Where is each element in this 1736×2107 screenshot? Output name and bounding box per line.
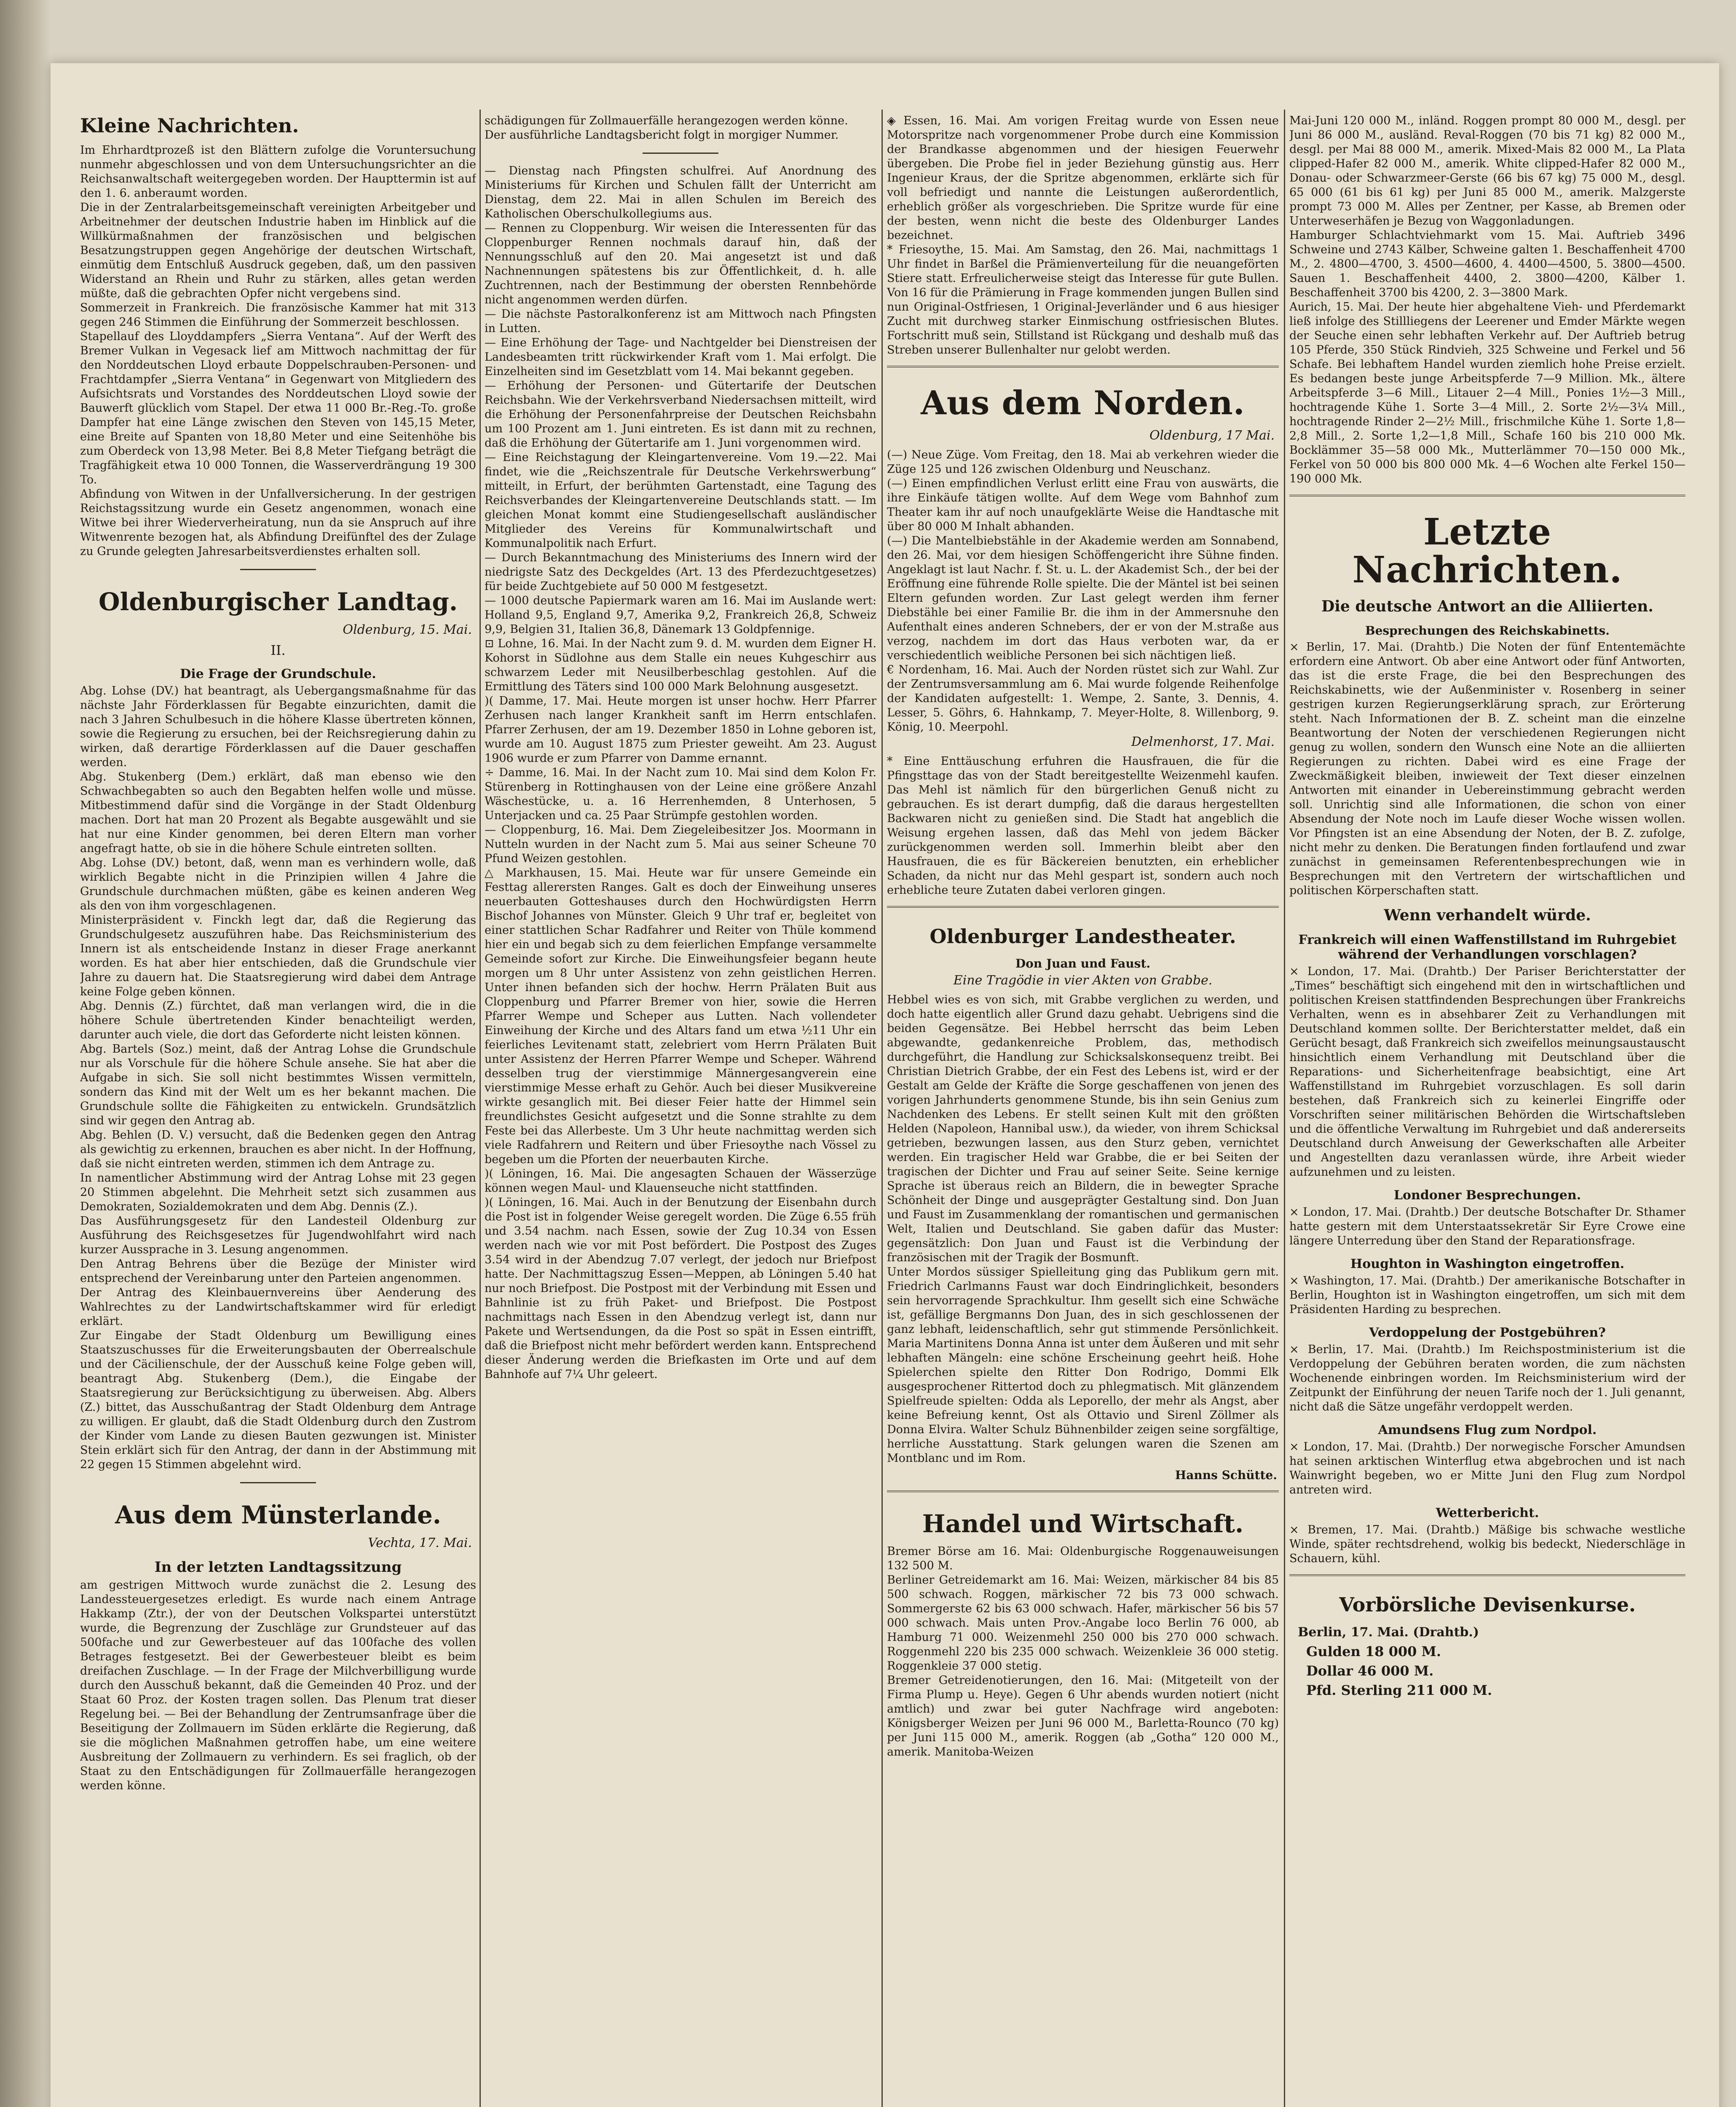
column-4 [1289,114,1685,2107]
article-paragraph: Stapellauf des Lloyddampfers „Sierra Ventana“. Auf der Werft des Bremer Vulkan in Vegesack lief am Mittwoch nachmittag der für den Norddeutschen Lloyd erbaute Doppelschrauben-Personen- und Frachtdampfer „Sierra Ventana“ in Gegenwart von Mitgliedern des Aufsichtsrats und Vorstandes des Norddeutschen Lloyd sowie der Bauwerft glücklich vom Stapel. Der etwa 11 000 Br.-Reg.-To. große Dampfer hat eine Länge zwischen den Steven von 145,15 Meter, eine Breite auf Spanten von 18,80 Meter und eine Seitenhöhe bis zum Oberdeck von 13,98 Meter. Bei 8,8 Meter Tiefgang beträgt die Tragfähigkeit etwa 10 000 Tonnen, die Wasserverdrängung 19 300 To. [80,330,476,486]
article-paragraph: × London, 17. Mai. (Drahtb.) Der deutsche Botschafter Dr. Sthamer hatte gestern mit dem Unterstaatssekretär Sir Eyre Crowe eine längere Unterredung über den Stand der Reparationsfrage. [1289,1206,1685,1247]
divider [240,1482,316,1483]
article-paragraph: Hebbel wies es von sich, mit Grabbe verglichen zu werden, und doch hatte eigentlich aller Grund dazu gehabt. Uebrigens sind die beiden Gegensätze. Bei Hebbel herrscht das beim Leben abgewandte, gedankenreiche Problem, das, methodisch durchgeführt, die Handlung zur Schicksalskonsequenz treibt. Bei Christian Dietrich Grabbe, der ein Fest des Lebens ist, wird er der Gestalt am Gelde der Kräfte die Sorge geschaffenen von jenen des vorigen Jahrhunderts genommene Stunde, bis ihn sein Genius zum Nachdenken des Lebens. Er stellt seinen Kult mit den größten Helden (Napoleon, Hannibal usw.), da wieder, von ihrem Schicksal getrieben, bezwungen lassen, aus den Sturz geben, vernichtet werden. Ein tragischer Held war Grabbe, die er bei Seiten der tragischen der Dichter und Frau auf seiner Seite. Seine kernige Sprache ist überaus reich an Bildern, die in bewegter Sprache Schönheit der Dinge und ausgeprägter Gestaltung sind. Don Juan und Faust im Zusammenklang der romantischen und germanischen Welt, Italien und Deutschland. Sie gaben dafür das Muster: gegensätzlich: Don Juan und Faust ist die Verbindung der französischen mit der Tragik der Bosmunft. [887,993,1279,1264]
dateline: Oldenburg, 17 Mai. [1149,428,1275,443]
section-subheading: Wenn verhandelt würde. [1384,906,1591,924]
article-paragraph: )( Löningen, 16. Mai. Die angesagten Schauen der Wässerzüge können wegen Maul- und Klauenseuche nicht stattfinden. [485,1167,876,1195]
devisen-heading: Vorbörsliche Devisenkurse. [1339,1593,1636,1616]
divider [240,569,316,570]
column-rule [480,110,481,2107]
article-paragraph: ÷ Damme, 16. Mai. In der Nacht zum 10. Mai sind dem Kolon Fr. Stürenberg in Rottinghausen von der Leine eine größere Anzahl Wäschestücke, u. a. 16 Herrenhemden, 8 Unterhosen, 5 Unterjacken und ca. 25 Paar Strümpfe gestohlen worden. [485,766,876,822]
article-paragraph: € Nordenham, 16. Mai. Auch der Norden rüstet sich zur Wahl. Zur der Zentrumsversammlung am 6. Mai wurde folgende Reihenfolge der Kandidaten aufgestellt: 1. Wempe, 2. Sante, 3. Dennis, 4. Lesser, 5. Göhrs, 6. Hahnkamp, 7. Meyer-Holte, 8. Willenborg, 9. König, 10. Meerpohl. [887,663,1279,734]
dateline: Vechta, 17. Mai. [368,1536,472,1550]
theater-heading: Oldenburger Landestheater. [930,925,1236,948]
article-paragraph: — Die nächste Pastoralkonferenz ist am Mittwoch nach Pfingsten in Lutten. [485,308,876,335]
author-signature: Hanns Schütte. [1175,1468,1277,1482]
section-subheading: Die deutsche Antwort an die Alliierten. [1321,598,1653,615]
column-3 [887,114,1279,2107]
section-subheading: Amundsens Flug zum Nordpol. [1378,1423,1597,1437]
section-subheading: Die Frage der Grundschule. [180,667,376,681]
article-paragraph: )( Damme, 17. Mai. Heute morgen ist unser hochw. Herr Pfarrer Zerhusen nach langer Krankheit sanft im Herrn entschlafen. Pfarrer Zerhusen, der am 19. Dezember 1850 in Lohne geboren ist, wurde am 10. August 1875 zum Priester geweiht. Am 23. August 1906 wurde er zum Pfarrer von Damme ernannt. [485,694,876,765]
article-paragraph: — Rennen zu Cloppenburg. Wir weisen die Interessenten für das Cloppenburger Rennen nochmals darauf hin, daß der Nennungsschluß auf den 20. Mai angesetzt ist und daß Nachnennungen spätestens bis zur Öffentlichkeit, d. h. alle Zuchtrennen, nach der Bestimmung der obersten Rennbehörde nicht angenommen werden dürfen. [485,222,876,306]
article-paragraph: Abg. Dennis (Z.) fürchtet, daß man verlangen wird, die in die höhere Schule übertretenden Kinder benachteiligt werden, darunter auch viele, die dort das Geforderte nicht leisten können. [80,1000,476,1041]
section-subheading: Frankreich will einen Waffenstillstand im Ruhrgebiet während der Verhandlungen vorschlagen? [1298,933,1677,962]
article-paragraph: Abg. Bartels (Soz.) meint, daß der Antrag Lohse die Grundschule nur als Vorschule für die höhere Schule ansehe. Sie hat aber die Aufgabe in sich. Sie soll nicht bestimmtes Wissen vermitteln, sondern das Kind mit der Welt um es her bekannt machen. Die Grundschule sollte die Fähigkeiten zu entwickeln. Grundsätzlich sind wir gegen den Antrag ab. [80,1043,476,1127]
section-subheading: Besprechungen des Reichskabinetts. [1365,624,1610,638]
article-paragraph: × Berlin, 17. Mai. (Drahtb.) Die Noten der fünf Ententemächte erfordern eine Antwort. Ob aber eine Antwort oder fünf Antworten, das ist die erste Frage, die bei den Besprechungen des Reichskabinetts, wie der Außenminister v. Rosenberg in seiner gestrigen kurzen Regierungserklärung sprach, zur Erörterung steht. Nach Informationen der B. Z. scheint man die einzelne Beantwortung der Noten der verschiedenen Regierungen nicht genug zu wollen, sondern den Wunsch eine Note an die alliierten Regierungen zu richten. Dabei wird es eine Frage der Zweckmäßigkeit bleiben, inwieweit der Text dieser einzelnen Antworten mit einander in Uebereinstimmung gebracht werden soll. Unrichtig sind alle Informationen, die schon von einer Absendung der Note noch im Laufe dieser Woche wissen wollen. Vor Pfingsten ist an eine Absendung der Noten, der B. Z. zufolge, nicht mehr zu denken. Die Beratungen finden fortlaufend und zwar zunächst in gemeinsamen Referentenbesprechungen wie in Besprechungen mit den Vertretern der wirtschaftlichen und politischen Körperschaften statt. [1289,641,1685,897]
divider [887,1490,1279,1492]
article-paragraph: Abg. Lohse (DV.) betont, daß, wenn man es verhindern wolle, daß wirklich Begabte nicht in die Prinzipien willen 4 Jahre die Grundschule durchmachen müßten, gäbe es keinen anderen Weg als den von ihm vorgeschlagenen. [80,856,476,912]
article-paragraph: — Dienstag nach Pfingsten schulfrei. Auf Anordnung des Ministeriums für Kirchen und Schulen fällt der Unterricht am Dienstag, dem 22. Mai in allen Schulen im Bereich des Katholischen Oberschulkollegiums aus. [485,164,876,220]
article-paragraph: )( Löningen, 16. Mai. Auch in der Benutzung der Eisenbahn durch die Post ist in folgender Weise geregelt worden. Die Züge 6.55 früh und 3.54 nachm. nach Essen, sowie der Zug 10.34 von Essen werden nach wie vor mit Post befördert. Die Postpost des Zuges 3.54 wird in der Abendzug 7.07 verlegt, der jedoch nur Briefpost hatte. Der Nachmittagszug Essen—Meppen, ab Löningen 5.40 hat nur noch Briefpost. Die Postpost mit der Verbindung mit Essen und Bahnlinie ist zu früh Paket- und Briefpost. Die Postpost nachmittags nach Essen in den Abendzug verlegt ist, dann nur Pakete und Wertsendungen, da die Post so spät in Essen eintrifft, daß die Briefpost nicht mehr befördert werden kann. Entsprechend dieser Änderung werden die Briefkasten im Orte und auf dem Bahnhofe auf 7¼ Uhr geleert. [485,1196,876,1381]
column-2 [485,114,876,2107]
article-paragraph: — Erhöhung der Personen- und Gütertarife der Deutschen Reichsbahn. Wie der Verkehrsverband Niedersachsen mitteilt, wird die Erhöhung der Personenfahrpreise der Deutschen Reichsbahn um 100 Prozent am 1. Juni eintreten. Es ist dann mit zu rechnen, daß die Erhöhung der Gütertarife am 1. Juni vorgenommen wird. [485,379,876,450]
article-paragraph: Ministerpräsident v. Finckh legt dar, daß die Regierung das Grundschulgesetz auszuführen habe. Das Reichsministerium des Innern ist als entscheidende Instanz in dieser Frage anerkannt worden. Es hat aber hier entschieden, daß die Grundschule vier Jahre zu dauern hat. Die Staatsregierung wird dabei dem Antrage keine Folge geben können. [80,914,476,998]
article-paragraph: Abg. Lohse (DV.) hat beantragt, als Uebergangsmaßnahme für das nächste Jahr Förderklassen für Begabte einzurichten, damit die nach 3 Jahren Schulbesuch in die höhere Klasse übertreten können, sowie die Regierung zu ersuchen, bei der Reichsregierung dahin zu wirken, daß derartige Förderklassen auf die Dauer geschaffen werden. [80,684,476,769]
divider [887,366,1279,367]
article-paragraph: * Eine Enttäuschung erfuhren die Hausfrauen, die für die Pfingsttage das von der Stadt bereitgestellte Weizenmehl kaufen. Das Mehl ist nämlich für den bürgerlichen Genuß nicht zu gebrauchen. Es ist derart dumpfig, daß die daraus hergestellten Backwaren nicht zu genießen sind. Die Stadt hat angeblich die Weisung ergehen lassen, daß das Mehl von jedem Bäcker zurückgenommen werden soll. Immerhin bleibt aber den Hausfrauen, die es für Bäckereien benutzten, ein erheblicher Schaden, da nicht nur das Mehl gespart ist, sondern auch noch erhebliche teure Zutaten dabei verloren gingen. [887,755,1279,897]
article-paragraph: * Friesoythe, 15. Mai. Am Samstag, den 26. Mai, nachmittags 1 Uhr findet in Barßel die Prämienverteilung für die neuangeförten Stiere statt. Erfreulicherweise steigt das Interesse für gute Bullen. Von 16 für die Prämierung in Frage kommenden jungen Bullen sind nun Original-Ostfriesen, 1 Original-Jeverländer und 6 aus hiesiger Zucht mit durchweg starker Einmischung ostfriesischen Blutes. Fortschritt muß sein, Stillstand ist Rückgang und deshalb muß das Streben unserer Bullenhalter nur gelobt werden. [887,243,1279,357]
article-paragraph: Hamburger Schlachtviehmarkt vom 15. Mai. Auftrieb 3496 Schweine und 2743 Kälber, Schweine galten 1. Beschaffenheit 4700 M., 2. 4800—4700, 3. 4500—4600, 4. 4400—4500, 5. 3800—4500. Sauen 1. Beschaffenheit 4400, 2. 3800—4200, Kälber 1. Beschaffenheit 3700 bis 4200, 2. 3—3800 Mark. [1289,229,1685,299]
theater-title: Don Juan und Faust. [1015,957,1151,970]
article-paragraph: × London, 17. Mai. (Drahtb.) Der norwegische Forscher Amundsen hat seinen arktischen Winterflug etwa abgebrochen und ist nach Wainwright begeben, wo er Mitte Juni den Flug zum Nordpol antreten wird. [1289,1440,1685,1496]
divider [1289,495,1685,496]
article-paragraph: schädigungen für Zollmauerfälle herangezogen werden könne. [485,114,848,127]
article-paragraph: × Berlin, 17. Mai. (Drahtb.) Im Reichspostministerium ist die Verdoppelung der Gebühren beraten worden, die zum nächsten Wochenende einbringen worden. Im Reichsministerium wird der Zeitpunkt der Einführung der neuen Tarife noch der 1. Juli genannt, nicht daß die Sätze ungefähr verdoppelt werden. [1289,1343,1685,1413]
article-paragraph: Der Antrag des Kleinbauernvereins über Aenderung des Wahlrechtes zu der Landwirtschaftskammer wird für erledigt erklärt. [80,1286,476,1328]
article-paragraph: × Bremen, 17. Mai. (Drahtb.) Mäßige bis schwache westliche Winde, später rechtsdrehend, wolkig bis bedeckt, Niederschläge in Schauern, kühl. [1289,1523,1685,1565]
article-paragraph: × Washington, 17. Mai. (Drahtb.) Der amerikanische Botschafter in Berlin, Houghton ist in Washington eingetroffen, um sich mit dem Präsidenten Harding zu besprechen. [1289,1274,1685,1316]
article-paragraph: ◈ Essen, 16. Mai. Am vorigen Freitag wurde von Essen neue Motorspritze nach vorgenommener Probe durch eine Kommission der Brandkasse abgenommen und der hiesigen Feuerwehr übergeben. Die Probe fiel in jeder Beziehung günstig aus. Herr Ingenieur Kraus, der die Spritze abgenommen, erklärte sich für voll befriedigt und nannte die Leistungen außerordentlich, erheblich größer als vorgeschrieben. Die Spritze wurde für eine der besten, wenn nicht die beste des Oldenburger Landes bezeichnet. [887,114,1279,242]
rate-line: Gulden 18 000 M. [1306,1643,1441,1659]
article-paragraph: (—) Einen empfindlichen Verlust erlitt eine Frau von auswärts, die ihre Einkäufe tätigen wollte. Auf dem Wege vom Bahnhof zum Theater kam ihr auf noch unaufgeklärte Weise die Handtasche mit über 80 000 M Inhalt abhanden. [887,477,1279,533]
article-paragraph: Bremer Börse am 16. Mai: Oldenburgische Roggenauweisungen 132 500 M. [887,1545,1279,1572]
article-paragraph: am gestrigen Mittwoch wurde zunächst die 2. Lesung des Landessteuergesetzes erledigt. Es wurde nach einem Antrage Hakkamp (Ztr.), der von der Deutschen Volkspartei unterstützt wurde, die Begrenzung der Zuschläge zur Grundsteuer auf das 500fache und zur Gewerbesteuer auf das 100fache des vollen Betrages festgesetzt. Bei der Gewerbesteuer bleibt es beim dreifachen Zuschlage. — In der Frage der Milchverbilligung wurde durch den Ausschuß bekannt, daß die Gemeinden 40 Proz. und der Staat 60 Proz. der Kosten tragen sollen. Das Plenum trat dieser Regelung bei. — Bei der Behandlung der Zentrumsanfrage über die Beseitigung der Zollmauern im Süden erklärte die Regierung, daß sie die möglichen Maßnahmen getroffen habe, um eine weitere Ausbreitung der Zollmauern zu verhindern. Es sei fraglich, ob der Staat zu den Entschädigungen für Zollmauerfälle herangezogen werden könne. [80,1579,476,1792]
article-paragraph: Berliner Getreidemarkt am 16. Mai: Weizen, märkischer 84 bis 85 500 schwach. Roggen, märkischer 72 bis 73 000 schwach. Sommergerste 62 bis 63 000 schwach. Hafer, märkischer 56 bis 57 000 schwach. Mais unten Prov.-Angabe loco Berlin 76 000, ab Hamburg 71 000. Weizenmehl 250 000 bis 270 000 schwach. Roggenmehl 220 bis 235 000 schwach. Weizenkleie 36 000 stetig. Roggenkleie 37 000 stetig. [887,1574,1279,1673]
divider [643,153,718,154]
devisen-dateline: Berlin, 17. Mai. (Drahtb.) [1298,1625,1479,1640]
article-paragraph: — Eine Reichstagung der Kleingartenvereine. Vom 19.—22. Mai findet, wie die „Reichszentrale für Deutsche Verkehrswerbung“ mitteilt, in Erfurt, der berühmten Gartenstadt, eine Tagung des Reichsverbandes der Kleingartenvereine Deutschlands statt. — Im gleichen Monat kommt eine Studiengesellschaft ausländischer Mitglieder des Vereins für Kommunalwirtschaft und Kommunalpolitik nach Erfurt. [485,451,876,550]
article-paragraph: Das Ausführungsgesetz für den Landesteil Oldenburg zur Ausführung des Reichsgesetzes für Jugendwohlfahrt wird nach kurzer Aussprache in 3. Lesung angenommen. [80,1214,476,1256]
rate-line: Dollar 46 000 M. [1306,1663,1434,1679]
article-paragraph: Abg. Behlen (D. V.) versucht, daß die Bedenken gegen den Antrag als gewichtig zu erkennen, brauchen es aber nicht. In der Hoffnung, daß sie nicht eintreten werden, stimmen ich dem Antrage zu. [80,1129,476,1170]
article-paragraph: (—) Die Mantelbiebstähle in der Akademie werden am Sonnabend, den 26. Mai, vor dem hiesigen Schöffengericht ihre Sühne finden. Angeklagt ist laut Nachr. f. St. u. L. der Akademist Sch., der bei der Eröffnung eine führende Rolle spielte. Die der Mäntel ist bei seinen Eltern gefunden worden. Zur Last gelegt werden ihm ferner Diebstähle bei einer Familie Br. die ihm in der Ammersnuhe den Aufenthalt eines anderen Schnebers, der er von der M.straße aus verzog, nachdem im dort das Haus verboten war, da er verschiedentlich weibliche Personen bei sich nächtigen ließ. [887,534,1279,662]
section-subheading: Londoner Besprechungen. [1393,1188,1581,1203]
article-paragraph: Aurich, 15. Mai. Der heute hier abgehaltene Vieh- und Pferdemarkt ließ infolge des Stillliegens der Leerener und Emder Märkte wegen der Seuche einen sehr lebhaften Verkehr auf. Der Auftrieb betrug 105 Pferde, 350 Stück Rindvieh, 325 Schweine und Ferkel und 56 Schafe. Bei lebhaftem Handel wurden ziemlich hohe Preise erzielt. Es bedangen beste junge Arbeitspferde 7—9 Million. Mk., ältere Arbeitspferde 3—6 Mill., Litauer 2—4 Mill., Ponies 1½—3 Mill., hochtragende Kühe 1. Sorte 3—4 Mill., 2. Sorte 2½—3¼ Mill., hochtragende Rinder 2—2½ Mill., frischmilche Kühe 1. Sorte 1,8—2,8 Mill., 2. Sorte 1,2—1,8 Mill., Schafe 160 bis 210 000 Mk. Bocklämmer 35—58 000 Mk., Mutterlämmer 70—150 000 Mk., Ferkel von 50 000 bis 800 000 Mk. 4—6 Wochen alte Ferkel 150—190 000 Mk. [1289,300,1685,485]
newspaper-page [51,63,1719,2107]
dateline: Delmenhorst, 17. Mai. [1131,735,1275,749]
article-paragraph: Bremer Getreidenotierungen, den 16. Mai: (Mitgeteilt von der Firma Plump u. Heye). Gegen 6 Uhr abends wurden notiert (nicht amtlich) und zwar bei guter Nachfrage wird angeboten: Königsberger Weizen per Juni 96 000 M., Barletta-Rounco (70 kg) per Juni 115 000 M., amerik. Roggen (ab „Gotha“ 120 000 M., amerik. Manitoba-Weizen [887,1674,1279,1759]
article-paragraph: Abfindung von Witwen in der Unfallversicherung. In der gestrigen Reichstagssitzung wurde ein Gesetz angenommen, wonach eine Witwe bei ihrer Wiederverheiratung, nun da sie Anspruch auf ihre Witwenrente bezogen hat, als Abfindung Dreifünftel des der Zulage zu Grunde gelegten Jahresarbeitsverdienstes erhalten soll. [80,488,476,558]
article-paragraph: ⊡ Lohne, 16. Mai. In der Nacht zum 9. d. M. wurden dem Eigner H. Kohorst in Südlohne aus dem Stalle ein neues Kuhgeschirr aus schwarzem Leder mit Neusilberbeschlag gestohlen. Auf die Ermittlung des Täters sind 100 000 Mark Belohnung ausgesetzt. [485,637,876,693]
column-rule [881,110,883,2107]
section-subheading: Wetterbericht. [1436,1506,1539,1520]
devisen-rates [1306,1642,1685,1700]
article-paragraph: △ Markhausen, 15. Mai. Heute war für unsere Gemeinde ein Festtag allerersten Ranges. Galt es doch der Einweihung unseres neuerbauten Gotteshauses durch den Hochwürdigsten Herrn Bischof Johannes von Münster. Gleich 9 Uhr traf er, begleitet von einer stattlichen Schar Radfahrer und Reiter von Thüle kommend hier ein und begab sich zu dem feierlichen Empfange versammelte Gemeinde sofort zur Kirche. Die Einweihungsfeier begann heute morgen um 8 Uhr unter Assistenz von zehn geistlichen Herren. Unter ihnen befanden sich der hochw. Herrn Prälaten Buit aus Cloppenburg und Pfarrer Bremer von hier, sowie die Herren Pfarrer Wempe und Scheper aus Lutten. Nach vollendeter Einweihung der Kirche und des Altars fand um etwa ½11 Uhr ein feierliches Levitenamt statt, zelebriert vom Herrn Prälaten Buit unter Assistenz der Herren Pfarrer Wempe und Scheper. Während desselben trug der vierstimmige Männergesangverein eine vierstimmige Messe erhaft zu Gehör. Auch bei dieser Musikvereine wirkte gesanglich mit. Bei dieser Feier hatte der Himmel sein freundlichstes Gesicht aufgesetzt und die Sonne strahlte zu dem Feste bei das Allerbeste. Um 3 Uhr heute nachmittag werden sich viele Radfahrern und Reitern und über Friesoythe nach Vössel zu begeben um die Pforten der neuerbauten Kirche. [485,866,876,1166]
article-paragraph: Der ausführliche Landtagsbericht folgt in morgiger Nummer. [485,129,839,142]
article-paragraph: Die in der Zentralarbeitsgemeinschaft vereinigten Arbeitgeber und Arbeitnehmer der deutschen Industrie haben im Hinblick auf die Willkürmaßnahmen der französischen und belgischen Besatzungstruppen gegen Angehörige der deutschen Wirtschaft, einmütig dem Entschluß Ausdruck gegeben, daß, um den passiven Widerstand an Rhein und Ruhr zu stärken, alles getan werden müßte, daß die gebrachten Opfer nicht vergebens sind. [80,201,476,300]
letzte-nachrichten-heading: Letzte Nachrichten. [1352,511,1623,591]
section-subheading: In der letzten Landtagssitzung [154,1559,402,1576]
landtag-heading: Oldenburgischer Landtag. [98,587,458,616]
column-rule [1284,110,1285,2107]
article-paragraph: In namentlicher Abstimmung wird der Antrag Lohse mit 23 gegen 20 Stimmen abgelehnt. Die Mehrheit setzt sich zusammen aus Demokraten, Sozialdemokraten und dem Abg. Dennis (Z.). [80,1171,476,1213]
article-paragraph: (—) Neue Züge. Vom Freitag, den 18. Mai ab verkehren wieder die Züge 125 und 126 zwischen Oldenburg und Neuschanz. [887,448,1279,476]
section-number: II. [271,642,286,658]
article-paragraph: Im Ehrhardtprozeß ist den Blättern zufolge die Voruntersuchung nunmehr abgeschlossen und von dem Untersuchungsrichter an die Reichsanwaltschaft weitergegeben worden. Der Haupttermin ist auf den 1. 6. anberaumt worden. [80,144,476,200]
divider [887,906,1279,908]
handel-heading: Handel und Wirtschaft. [922,1509,1244,1538]
dateline: Oldenburg, 15. Mai. [343,622,472,637]
column-1 [80,114,476,2107]
article-paragraph: Abg. Stukenberg (Dem.) erklärt, daß man ebenso wie den Schwachbegabten so auch den Begabten helfen wolle und müsse. Mitbestimmend dafür sind die Vorgänge in der Stadt Oldenburg machen. Dort hat man 20 Prozent als Begabte ausgewählt und sie hat nur eine Kinder genommen, bei deren Eltern man vorher angefragt hatte, ob sie in die höhere Schule eintreten sollten. [80,770,476,855]
norden-heading: Aus dem Norden. [921,384,1245,422]
section-subheading: Verdoppelung der Postgebühren? [1369,1325,1606,1340]
scan-binding-edge [0,0,51,2107]
article-paragraph: — Cloppenburg, 16. Mai. Dem Ziegeleibesitzer Jos. Moormann in Nutteln wurden in der Nacht zum 5. Mai aus seiner Scheune 70 Pfund Weizen gestohlen. [485,823,876,865]
article-paragraph: Mai-Juni 120 000 M., inländ. Roggen prompt 80 000 M., desgl. per Juni 86 000 M., ausländ. Reval-Roggen (70 bis 71 kg) 82 000 M., desgl. per Mai 88 000 M., amerik. Mixed-Mais 82 000 M., La Plata clipped-Hafer 82 000 M., amerik. White clipped-Hafer 82 000 M., Donau- oder Schwarzmeer-Gerste (66 bis 67 kg) 75 000 M., desgl. 65 000 (61 bis 61 kg) per Juni 85 000 M., amerik. Malzgerste prompt 73 000 M. Alles per Zentner, per Kasse, ab Bremen oder Unterweserhäfen je Bezug von Waggonladungen. [1289,114,1685,228]
article-paragraph: × London, 17. Mai. (Drahtb.) Der Pariser Berichterstatter der „Times“ beschäftigt sich eingehend mit den in wirtschaftlichen und politischen Kreisen stattfindenden Besprechungen über Frankreichs Verhalten, wenn es in absehbarer Zeit zu Verhandlungen mit Deutschland kommen sollte. Der Berichterstatter meldet, daß ein Gerücht besagt, daß Frankreich sich zweifellos meinungsaustauscht hinsichtlich einem Verhandlung mit Deutschland über die Reparations- und Sicherheitenfrage beabsichtigt, eine Art Waffenstillstand im Ruhrgebiet vorzuschlagen. Es soll darin bestehen, daß Frankreich sich zu keinerlei Eingriffe oder Vorschriften seiner militärischen Behörden die Wirtschaftsleben und die öffentliche Verwaltung im Ruhrgebiet und daß andererseits Deutschland durch Anweisung der Gewerkschaften alle Arbeiter und Angestellten dazu veranlassen würde, ihre Arbeit wieder aufzunehmen und zu leisten. [1289,965,1685,1179]
divider [1289,1574,1685,1576]
rate-line: Pfd. Sterling 211 000 M. [1306,1682,1492,1698]
article-paragraph: — 1000 deutsche Papiermark waren am 16. Mai im Auslande wert: Holland 9,5, England 9,7, Amerika 9,2, Frankreich 26,8, Schweiz 9,9, Belgien 31, Italien 36,8, Dänemark 13 Goldpfennige. [485,594,876,636]
article-paragraph: Zur Eingabe der Stadt Oldenburg um Bewilligung eines Staatszuschusses für die Erweiterungsbauten der Oberrealschule und der Cäcilienschule, der der Ausschuß keine Folge geben will, beantragt Abg. Stukenberg (Dem.), die Eingabe der Staatsregierung zur Berücksichtigung zu überweisen. Abg. Albers (Z.) bittet, das Ausschußantrag der Stadt Oldenburg dem Antrage zu willigen. Er glaubt, daß die Stadt Oldenburg durch den Zustrom der Kinder vom Lande zu diesen Bauten gezwungen ist. Minister Stein erklärt sich für den Antrag, der dann in der Abstimmung mit 22 gegen 15 Stimmen abgelehnt wird. [80,1329,476,1471]
theater-subtitle: Eine Tragödie in vier Akten von Grabbe. [953,973,1213,988]
article-paragraph: Sommerzeit in Frankreich. Die französische Kammer hat mit 313 gegen 246 Stimmen die Einführung der Sommerzeit beschlossen. [80,301,476,329]
article-paragraph: — Durch Bekanntmachung des Ministeriums des Innern wird der niedrigste Satz des Deckgeldes (Art. 13 des Pferdezuchtgesetzes) für beide Zuchtgebiete auf 50 000 M festgesetzt. [485,551,876,593]
article-paragraph: Den Antrag Behrens über die Bezüge der Minister wird entsprechend der Vereinbarung unter den Parteien angenommen. [80,1257,476,1285]
article-paragraph: — Eine Erhöhung der Tage- und Nachtgelder bei Dienstreisen der Landesbeamten tritt rückwirkender Kraft vom 1. Mai erfolgt. Die Einzelheiten sind im Gesetzblatt vom 14. Mai bekannt gegeben. [485,336,876,378]
muensterland-heading: Aus dem Münsterlande. [115,1501,441,1529]
section-subheading: Houghton in Washington eingetroffen. [1350,1257,1625,1271]
article-paragraph: Unter Mordos süssiger Spielleitung ging das Publikum gern mit. Friedrich Carlmanns Faust war doch Eindringlichkeit, besonders sein hervorragende Sprachkultur. Ihm gesellt sich eine Schwäche ist, gefällige Bergmanns Don Juan, des in sich geschlossenen der ganz lebhaft, leidenschaftlich, sehr gut stimmende Persönlichkeit. Maria Martinitens Donna Anna ist unter dem Äußeren und mit sehr lebhaften Mängeln: eine schöne Erscheinung geehrt heiß. Hohe Spielerchen spielte den Ritter Don Rodrigo, Dommi Elk ausgesprochener Rittertod doch zu phlegmatisch. Mit glänzendem Spielfreude spielten: Odda als Leporello, der mehr als Angst, aber keine Befreiung kennt, Ost als Ottavio und Sirenl Zöllmer als Donna Elvira. Walter Schulz Bühnenbilder zeigen seine sorgfältige, herrliche Ausstattung. Stark gelungen waren die Szenen am Montblanc und im Rom. [887,1265,1279,1465]
kleine-nachrichten-heading: Kleine Nachrichten. [80,114,299,137]
